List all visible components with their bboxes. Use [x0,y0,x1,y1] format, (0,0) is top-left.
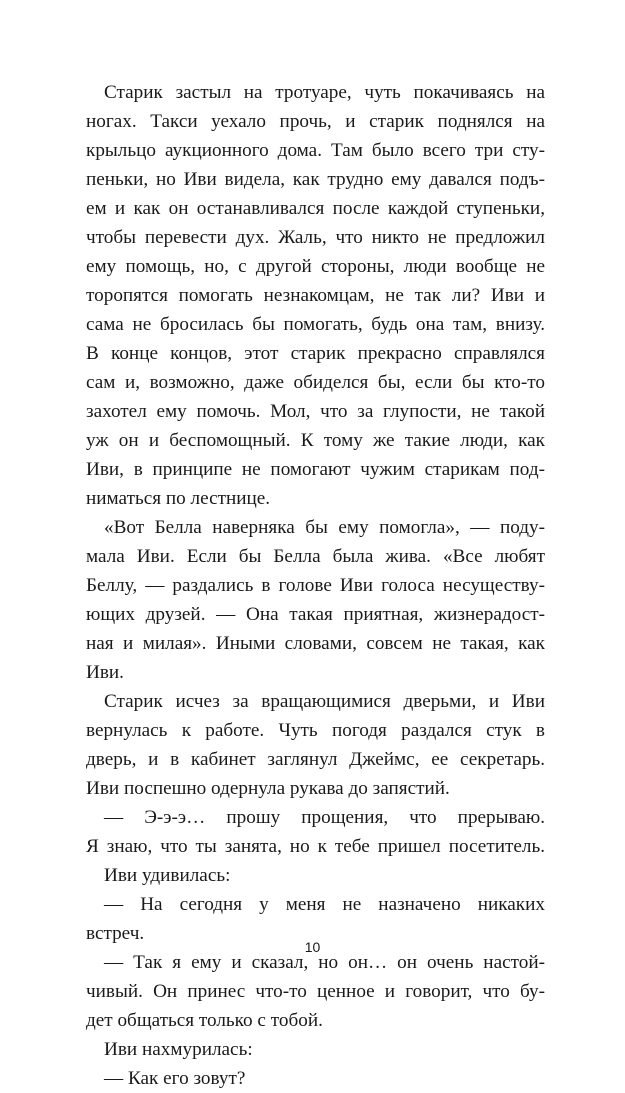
text-line: Иви поспешно одернула рукава до запястий. [86,778,450,799]
text-line: — Так я ему и сказал, но он… он очень настой- [104,952,545,973]
text-line: «Вот Белла наверняка бы ему помогла», — поду- [104,517,545,538]
text-line: Старик исчез за вращающимися дверьми, и Иви [104,691,545,712]
text-line: мала Иви. Если бы Белла была жива. «Все любят [86,546,545,567]
text-line: ниматься по лестнице. [86,488,271,509]
text-line: Иви нахмурилась: [104,1039,253,1060]
text-line: Иви, в принципе не помогают чужим старикам под- [86,459,545,480]
text-line: Старик застыл на тротуаре, чуть покачиваясь на [104,82,545,103]
text-line: В конце концов, этот старик прекрасно справлялся [86,343,545,364]
text-line: Беллу, — раздались в голове Иви голоса несуществу- [86,575,545,596]
text-line: пеньки, но Иви видела, как трудно ему давался подъ- [86,169,545,190]
text-line: Иви. [86,662,124,683]
text-line: ем и как он останавливался после каждой ступеньки, [86,198,545,219]
text-line: встреч. [86,923,145,944]
text-line: ногах. Такси уехало прочь, и старик поднялся на [86,111,545,132]
text-line: вернулась к работе. Чуть погодя раздался стук в [86,720,545,741]
text-line: уж он и беспомощный. К тому же такие люди, как [86,430,545,451]
text-line: Иви удивилась: [104,865,231,886]
text-line: чивый. Он принес что-то ценное и говорит, что бу- [86,981,545,1002]
text-line: ему помощь, но, с другой стороны, люди вообще не [86,256,545,277]
text-line: Я знаю, что ты занята, но к тебе пришел посетитель. [86,836,545,857]
text-line: — На сегодня у меня не назначено никаких [104,894,545,915]
text-line: захотел ему помочь. Мол, что за глупости, не такой [86,401,545,422]
text-line: — Э-э-э… прошу прощения, что прерываю. [104,807,545,828]
text-line: торопятся помогать незнакомцам, не так ли? Иви и [86,285,545,306]
text-line: дверь, и в кабинет заглянул Джеймс, ее секретарь. [86,749,545,770]
text-line: дет общаться только с тобой. [86,1010,323,1031]
text-line: сама не бросилась бы помогать, будь она там, внизу. [86,314,545,335]
text-line: сам и, возможно, даже обиделся бы, если бы кто-то [86,372,545,393]
page-number: 10 [304,939,321,955]
text-line: ная и милая». Иными словами, совсем не такая, как [86,633,545,654]
text-line: крыльцо аукционного дома. Там было всего три сту- [86,140,545,161]
text-line: ющих друзей. — Она такая приятная, жизнерадост- [86,604,545,625]
text-line: чтобы перевести дух. Жаль, что никто не предложил [86,227,545,248]
text-line: — Как его зовут? [104,1068,246,1089]
